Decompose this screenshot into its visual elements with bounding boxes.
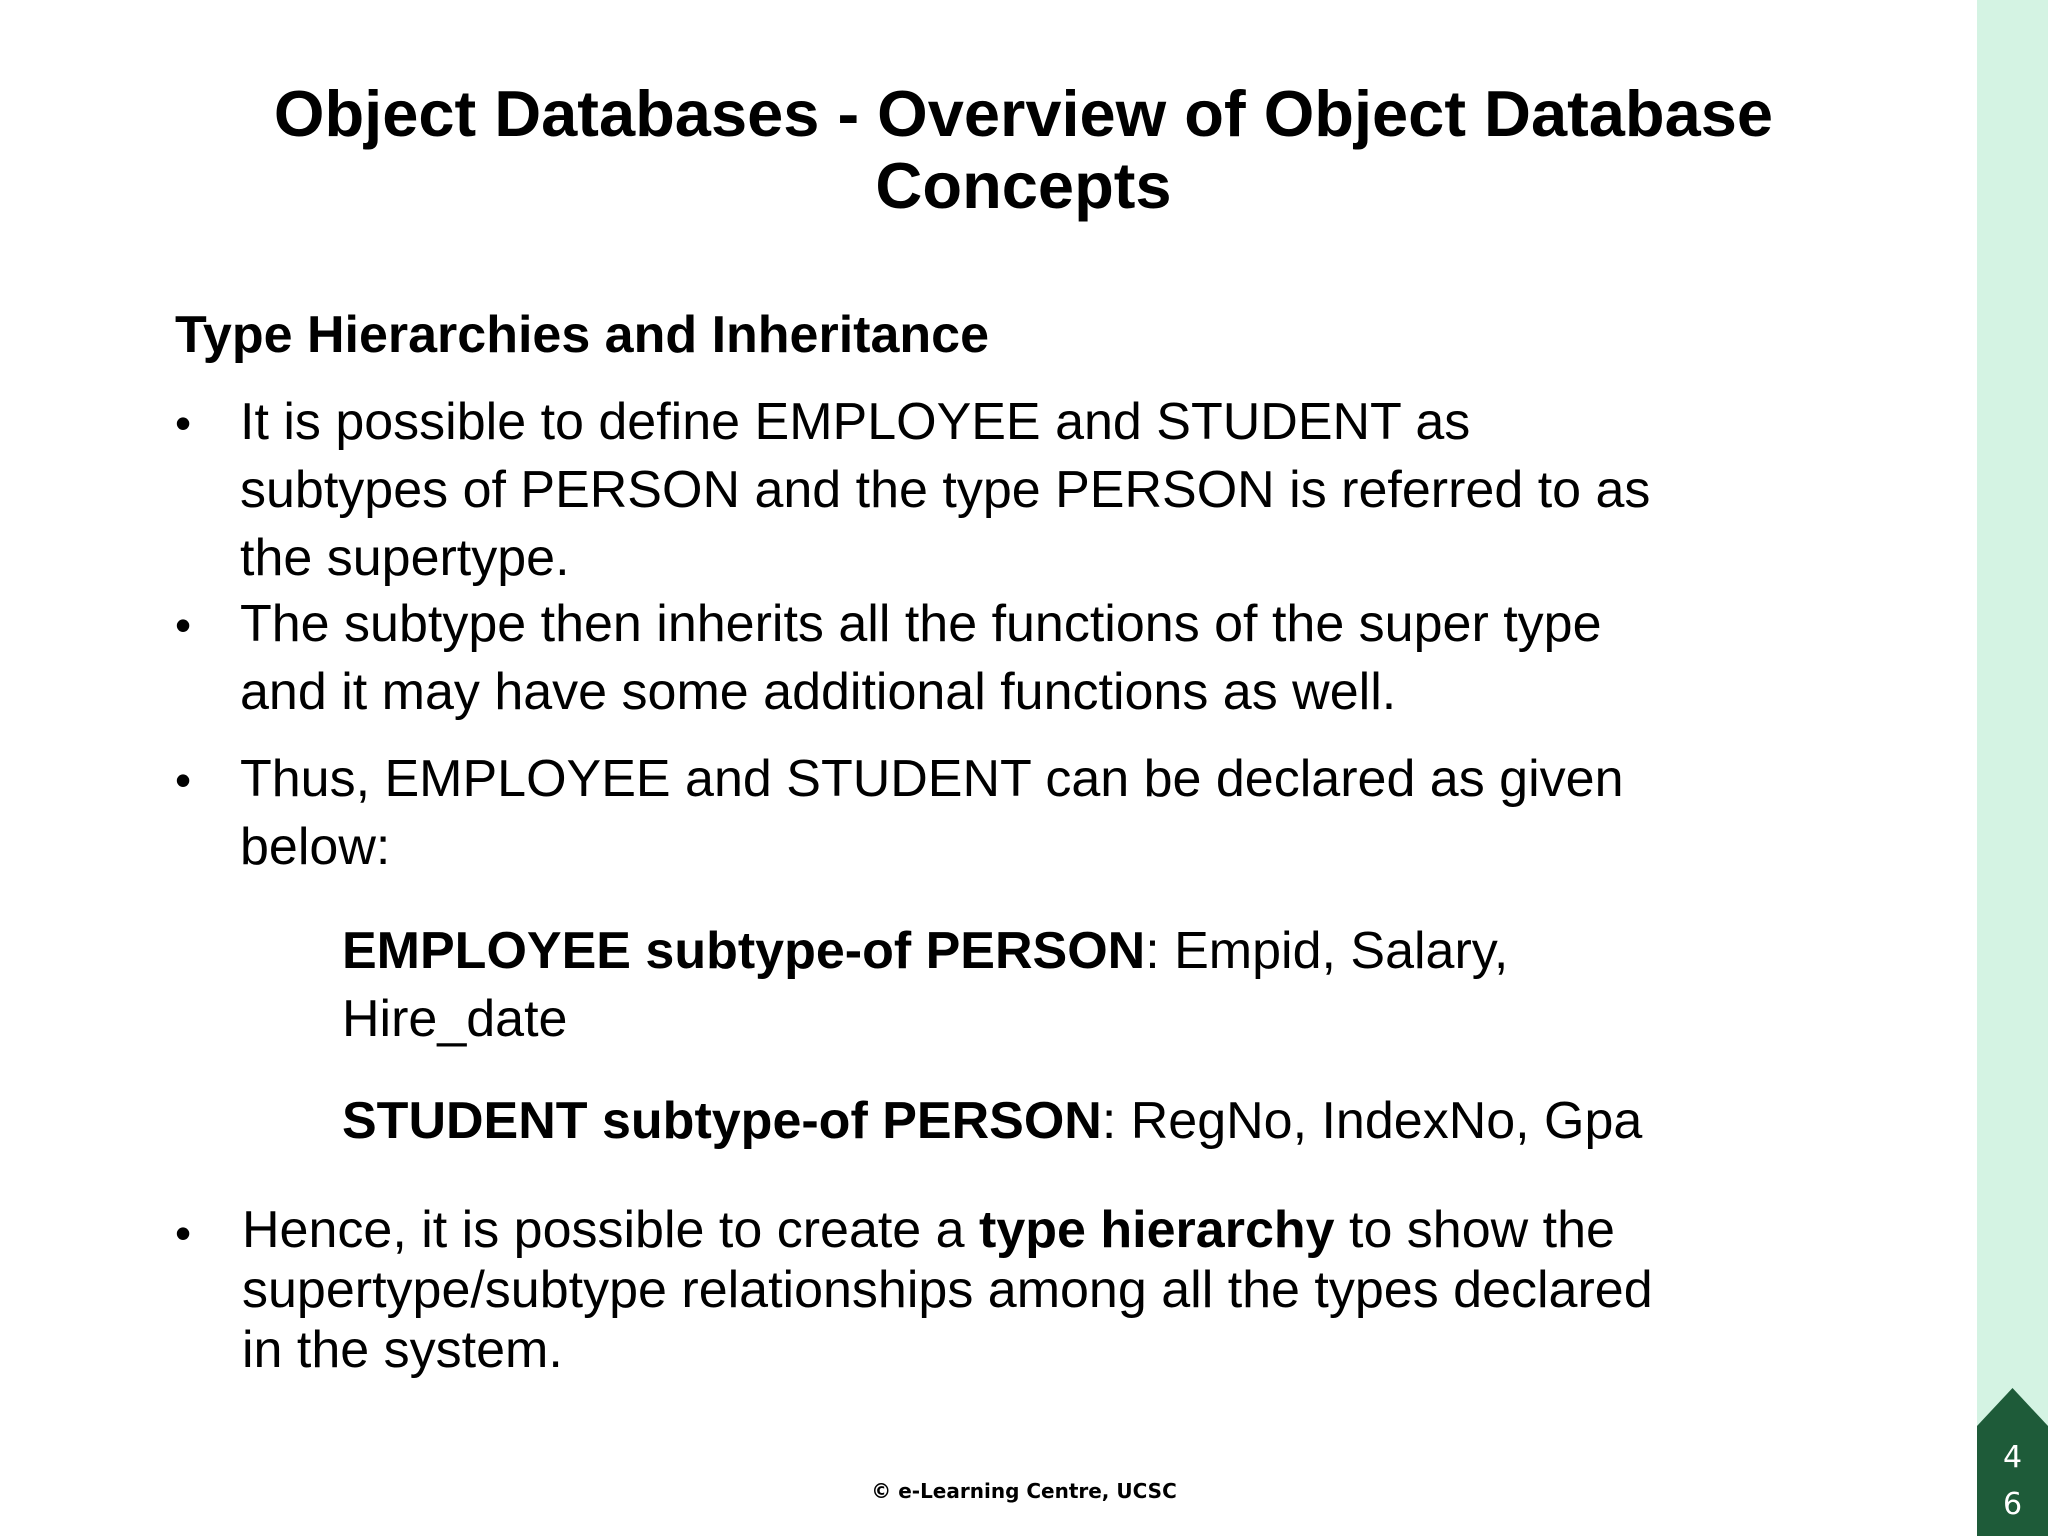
employee-declaration-keyword: EMPLOYEE subtype-of PERSON (342, 922, 1146, 980)
student-declaration-attrs: : RegNo, IndexNo, Gpa (1101, 1092, 1643, 1150)
bullet-marker-2: • (175, 599, 192, 651)
bullet-marker-3: • (175, 754, 192, 806)
bullet-2-line-1: The subtype then inherits all the functions of the super type (240, 595, 1602, 653)
copyright-footer: © e-Learning Centre, UCSC (871, 1479, 1177, 1503)
bullet-4-text-before: Hence, it is possible to create a (242, 1201, 980, 1259)
bullet-1-line-2: subtypes of PERSON and the type PERSON is referred to as (240, 461, 1651, 519)
student-declaration (342, 1087, 1842, 1155)
employee-declaration-attrs-cont: Hire_date (342, 990, 568, 1048)
slide-title-line-2: Concepts (875, 149, 1172, 222)
bullet-1 (240, 388, 1800, 592)
employee-declaration-attrs: : Empid, Salary, (1145, 922, 1509, 980)
bullet-4 (242, 1200, 1802, 1380)
bullet-4-text-after: to show the (1334, 1201, 1615, 1259)
bullet-2-line-2: and it may have some additional functions as well. (240, 663, 1397, 721)
employee-declaration (342, 917, 1842, 1053)
bullet-3-line-2: below: (240, 818, 391, 876)
bullet-marker-1: • (175, 397, 192, 449)
page-number-badge (1977, 1388, 2048, 1536)
bullet-1-line-1: It is possible to define EMPLOYEE and STUDENT as (240, 393, 1471, 451)
bullet-4-line-2: supertype/subtype relationships among all the types declared (242, 1261, 1653, 1319)
bullet-2 (240, 590, 1800, 726)
bullet-4-bold-term: type hierarchy (979, 1201, 1335, 1259)
bullet-marker-4: • (175, 1207, 192, 1259)
slide-title-line-1: Object Databases - Overview of Object Database (273, 77, 1774, 150)
bullet-3 (240, 745, 1800, 881)
page-number-digit-1: 4 (2002, 1440, 2023, 1475)
bullet-3-line-1: Thus, EMPLOYEE and STUDENT can be declared as given (240, 750, 1624, 808)
bullet-1-line-3: the supertype. (240, 529, 570, 587)
bullet-4-line-3: in the system. (242, 1321, 563, 1379)
right-sidebar-strip (1977, 0, 2048, 1536)
student-declaration-keyword: STUDENT subtype-of PERSON (342, 1092, 1102, 1150)
section-heading: Type Hierarchies and Inheritance (175, 306, 989, 364)
page-number-digit-2: 6 (2002, 1487, 2023, 1522)
slide-title (170, 78, 1877, 222)
